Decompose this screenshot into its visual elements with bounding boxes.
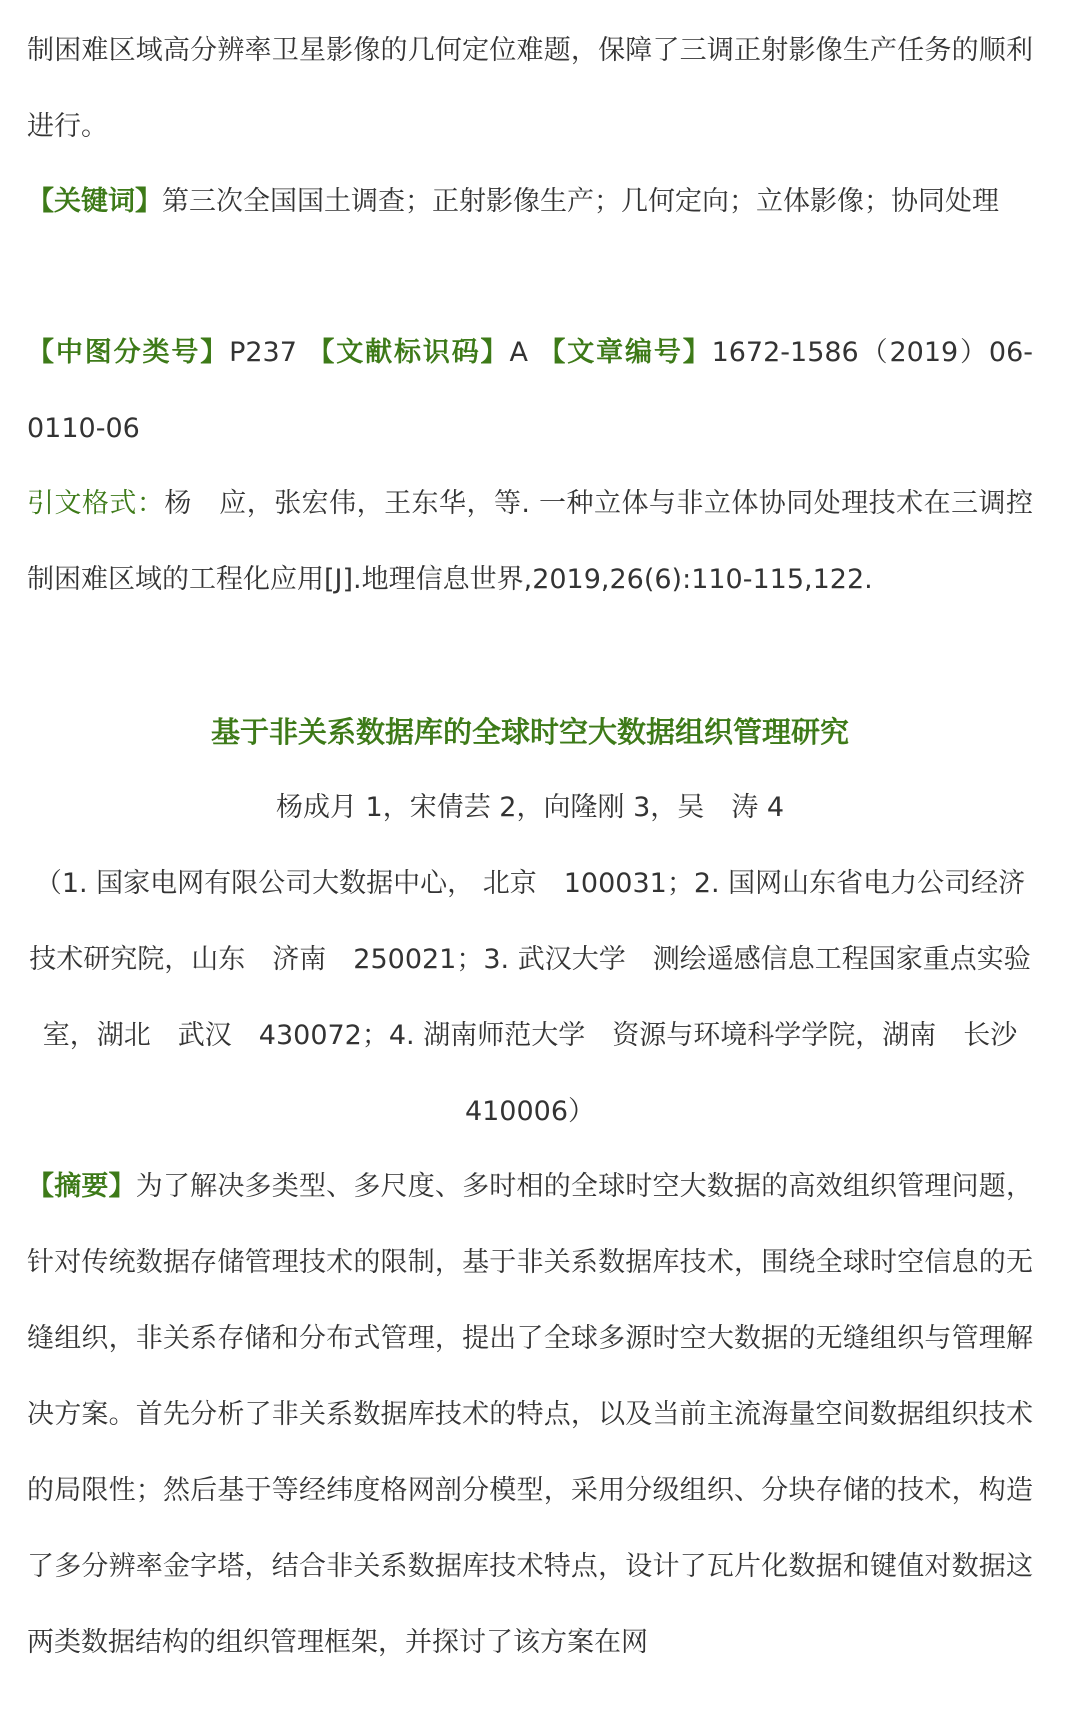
citation-label: 引文格式： xyxy=(27,488,165,519)
article-title: 基于非关系数据库的全球时空大数据组织管理研究 xyxy=(210,715,849,749)
abstract-paragraph xyxy=(27,1149,1033,1681)
abstract-label: 【摘要】 xyxy=(27,1171,136,1202)
affiliations: （1. 国家电网有限公司大数据中心， 北京 100031；2. 国网山东省电力公司经济技术研究院，山东 济南 250021；3. 武汉大学 测绘遥感信息工程国家重点实验室，湖北 武汉 430072；4. 湖南师范大学 资源与环境科学学院，湖南 长沙 410006） xyxy=(29,868,1045,1127)
article-no-label: 【文章编号】 xyxy=(538,337,712,368)
doc-code-label: 【文献标识码】 xyxy=(307,337,510,368)
authors: 杨成月 1，宋倩芸 2，向隆刚 3，吴 涛 4 xyxy=(275,792,785,823)
clc-label: 【中图分类号】 xyxy=(27,337,230,368)
citation-paragraph xyxy=(27,466,1033,618)
abstract-text: 为了解决多类型、多尺度、多时相的全球时空大数据的高效组织管理问题，针对传统数据存储管理技术的限制，基于非关系数据库技术，围绕全球时空信息的无缝组织，非关系存储和分布式管理，提出了全球多源时空大数据的无缝组织与管理解决方案。首先分析了非关系数据库技术的特点，以及当前主流海量空间数据组织技术的局限性；然后基于等经纬度格网剖分模型，采用分级组织、分块存储的技术，构造了多分辨率金字塔，结合非关系数据库技术特点，设计了瓦片化数据和键值对数据这两类数据结构的组织管理框架，并探讨了该方案在网 xyxy=(27,1171,1034,1658)
abstract-tail xyxy=(27,13,1033,165)
abstract-tail-text: 制困难区域高分辨率卫星影像的几何定位难题，保障了三调正射影像生产任务的顺利进行。 xyxy=(27,35,1033,142)
doc-code-value: A xyxy=(509,337,539,368)
article-no-value: 1672-1586（2019）06-0110-06 xyxy=(27,337,1034,444)
keywords-paragraph xyxy=(27,164,1033,240)
keywords-label: 【关键词】 xyxy=(27,186,162,217)
clc-value: P237 xyxy=(229,337,308,368)
classification-paragraph xyxy=(27,315,1033,467)
keywords-text: 第三次全国国土调查；正射影像生产；几何定向；立体影像；协同处理 xyxy=(162,186,999,217)
citation-text: 杨 应，张宏伟，王东华，等. 一种立体与非立体协同处理技术在三调控制困难区域的工程化应用[J].地理信息世界,2019,26(6):110-115,122. xyxy=(27,488,1033,595)
